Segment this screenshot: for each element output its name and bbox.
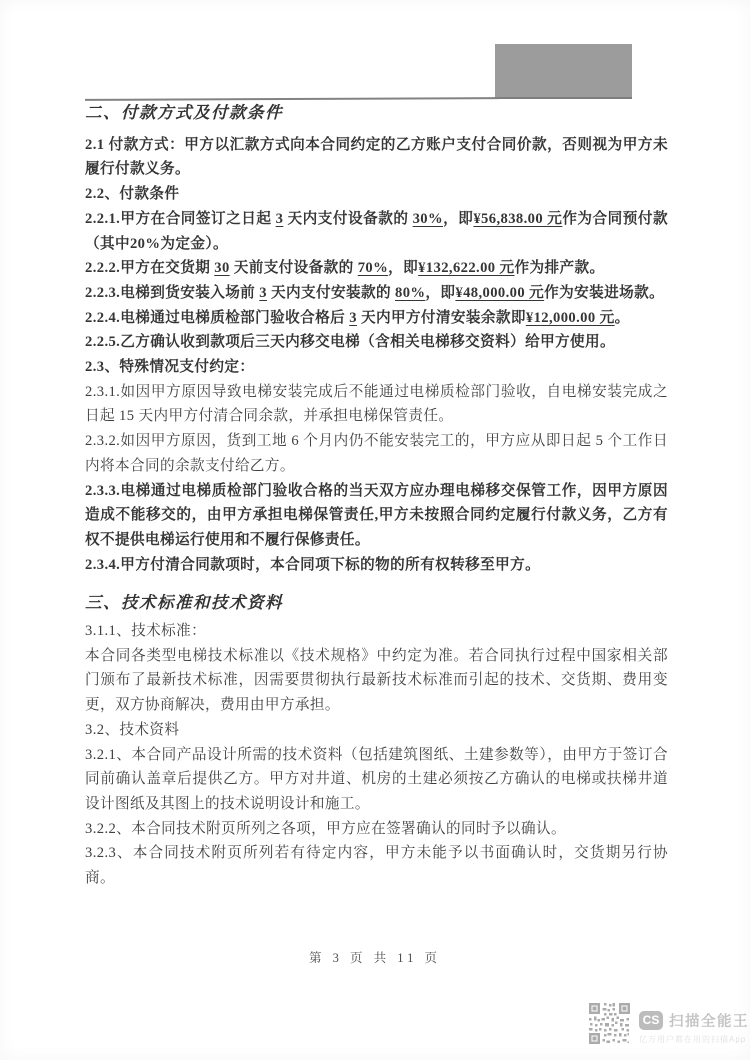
clause-2-2-2 bbox=[85, 256, 668, 281]
text-run: 3.2.3、本合同技术附页所列若有待定内容，甲方未能予以书面确认时，交货期另行协商。 bbox=[85, 845, 668, 887]
underlined-value: 80% bbox=[395, 284, 426, 301]
clause-2-2 bbox=[85, 182, 668, 207]
text-run: 2.3.3.电梯通过电梯质检部门验收合格的当天双方应办理电梯移交保管工作，因甲方原因造成不能移交的，由甲方承担电梯保管责任,甲方未按照合同约定履行付款义务，乙方有权不提供电梯运行使用和不履行保修责任。 bbox=[85, 482, 668, 548]
clause-3-2-3 bbox=[85, 841, 668, 890]
underlined-value: ¥132,622.00 元 bbox=[418, 260, 515, 277]
underlined-value: 30 bbox=[214, 260, 230, 277]
clause-2-3-4 bbox=[85, 553, 668, 578]
text-run: 天前支付设备款的 bbox=[229, 260, 358, 277]
text-run: 二、付款方式及付款条件 bbox=[85, 103, 283, 122]
text-run: 2.3、特殊情况支付约定： bbox=[85, 359, 255, 376]
text-run: 2.2.3.电梯到货安装入场前 bbox=[85, 284, 260, 301]
underlined-value: 70% bbox=[357, 260, 389, 277]
camscanner-logo-icon: CS bbox=[639, 1011, 663, 1030]
clause-3-2-1 bbox=[85, 743, 668, 817]
clause-2-2-1 bbox=[85, 207, 668, 256]
clause-2-3 bbox=[85, 355, 668, 380]
text-run: 2.1 付款方式：甲方以汇款方式向本合同约定的乙方账户支付合同价款，否则视为甲方未履行付款义务。 bbox=[85, 136, 668, 178]
text-run: 3.2.2、本合同技术附页所列之各项，甲方应在签署确认的同时予以确认。 bbox=[85, 820, 567, 837]
text-run: 本合同各类型电梯技术标准以《技术规格》中约定为准。若合同执行过程中国家相关部门颁布了最新技术标准，因需要贯彻执行最新技术标准而引起的技术、交货期、费用变更，双方协商解决，费用由甲方承担。 bbox=[85, 647, 668, 714]
text-run: 2.3.4.甲方付清合同款项时，本合同项下标的物的所有权转移至甲方。 bbox=[85, 556, 541, 573]
text-run: 作为安装进场款。 bbox=[544, 284, 665, 301]
text-run: ，即 bbox=[443, 210, 474, 227]
text-run: ，即 bbox=[388, 260, 419, 277]
clause-2-2-4 bbox=[85, 306, 668, 331]
clause-3-1-1-body bbox=[85, 644, 668, 718]
redacted-header-block bbox=[495, 44, 632, 99]
text-run: 天内甲方付清安装余款即 bbox=[356, 309, 526, 326]
underlined-value: 3 bbox=[349, 309, 357, 326]
text-run: 天内支付安装款的 bbox=[266, 284, 395, 301]
clause-2-3-2 bbox=[85, 429, 668, 478]
clause-2-1 bbox=[85, 133, 668, 182]
section-2-heading bbox=[85, 101, 668, 126]
clause-2-2-3 bbox=[85, 281, 668, 306]
clause-3-2 bbox=[85, 718, 668, 743]
underlined-value: ¥12,000.00 元 bbox=[525, 309, 615, 326]
section-3-heading bbox=[85, 591, 668, 616]
text-run: 3.1.1、技术标准： bbox=[85, 623, 207, 640]
text-run: 3.2.1、本合同产品设计所需的技术资料（包括建筑图纸、土建参数等），由甲方于签订合同前确认盖章后提供乙方。甲方对井道、机房的土建必须按乙方确认的电梯或扶梯井道设计图纸及其图上的技术说明设计和施工。 bbox=[85, 746, 668, 812]
underlined-value: 3 bbox=[259, 284, 267, 301]
underlined-value: 30% bbox=[412, 210, 443, 227]
text-run: 3.2、技术资料 bbox=[85, 721, 180, 738]
text-run: 作为合同预付款（其中20%为定金）。 bbox=[85, 210, 668, 252]
page-footer bbox=[0, 948, 750, 966]
clause-3-2-2 bbox=[85, 817, 668, 842]
underlined-value: ¥48,000.00 元 bbox=[455, 284, 545, 301]
text-run: 2.2、付款条件 bbox=[85, 186, 180, 203]
text-run: 2.2.4.电梯通过电梯质检部门验收合格后 bbox=[85, 309, 350, 326]
text-run: 作为排产款。 bbox=[514, 260, 605, 277]
clause-2-3-1 bbox=[85, 380, 668, 429]
text-run: 2.2.5.乙方确认收到款项后三天内移交电梯（含相关电梯移交资料）给甲方使用。 bbox=[85, 334, 616, 351]
contract-body bbox=[85, 101, 668, 891]
clause-2-3-3 bbox=[85, 479, 668, 553]
scanner-watermark bbox=[589, 1003, 749, 1045]
text-run: 三、技术标准和技术资料 bbox=[85, 593, 283, 613]
watermark-text-group bbox=[639, 1003, 749, 1045]
text-run: 2.2.1.甲方在合同签订之日起 bbox=[85, 210, 276, 227]
clause-3-1-1 bbox=[85, 619, 668, 644]
watermark-slogan: 亿万用户都在用的扫描App bbox=[639, 1035, 747, 1044]
text-run: 。 bbox=[614, 309, 630, 326]
text-run: 天内支付设备款的 bbox=[283, 210, 413, 227]
text-run: 2.3.1.如因甲方原因导致电梯安装完成后不能通过电梯质检部门验收，自电梯安装完成之日起 15 天内甲方付清合同余款，并承担电梯保管责任。 bbox=[85, 383, 668, 425]
qr-code-icon bbox=[589, 1003, 630, 1044]
text-run: ，即 bbox=[425, 284, 456, 301]
text-run: 2.2.2.甲方在交货期 bbox=[85, 260, 215, 277]
underlined-value: 3 bbox=[275, 210, 284, 227]
text-run: 2.3.2.如因甲方原因，货到工地 6 个月内仍不能安装完工的，甲方应从即日起 5 个工作日内将本合同的余款支付给乙方。 bbox=[85, 433, 668, 474]
clause-2-2-5 bbox=[85, 330, 668, 355]
page-number-label: 第 3 页 共 11 页 bbox=[309, 951, 441, 965]
watermark-title: 扫描全能王 bbox=[669, 1014, 749, 1030]
underlined-value: ¥56,838.00 元 bbox=[473, 210, 563, 227]
